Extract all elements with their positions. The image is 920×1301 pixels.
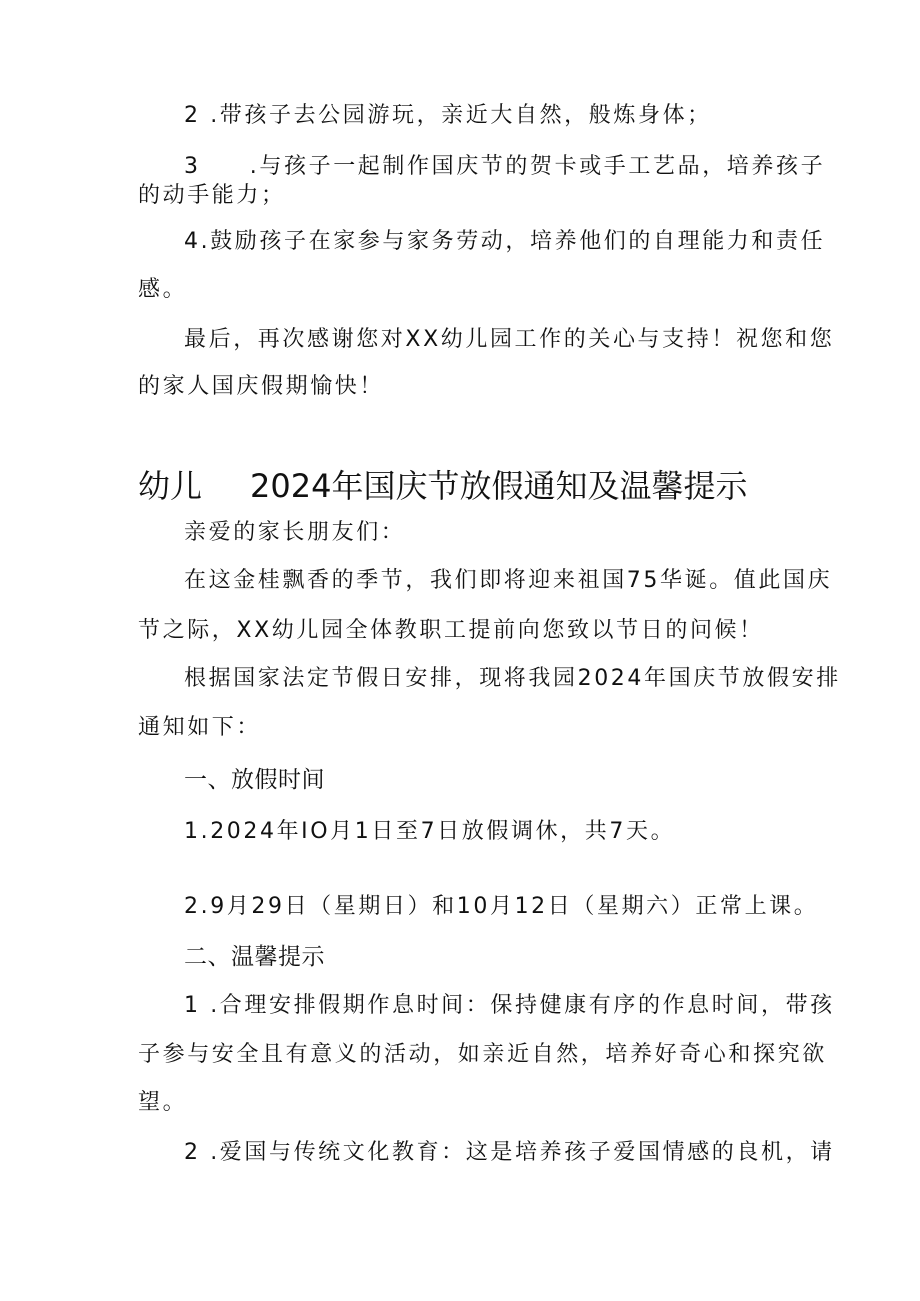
tip-1-line-1: 1 .合理安排假期作息时间：保持健康有序的作息时间，带孩 — [184, 993, 835, 1018]
intro-line-2: 节之际，XX幼儿园全体教职工提前向您致以节日的问候！ — [138, 618, 764, 643]
list-item-3-line-1: 3 .与孩子一起制作国庆节的贺卡或手工艺品，培养孩子 — [184, 154, 826, 179]
greeting: 亲爱的家长朋友们： — [184, 520, 406, 545]
holiday-item-1: 1.2024年IO月1日至7日放假调休，共7天。 — [184, 819, 676, 844]
list-item-4-line-1: 4.鼓励孩子在家参与家务劳动，培养他们的自理能力和责任 — [184, 229, 826, 254]
tip-1-line-3: 望。 — [138, 1090, 188, 1115]
closing-line-2: 的家人国庆假期愉快！ — [138, 374, 385, 399]
title-part-1: 幼儿 — [138, 467, 203, 505]
page-title — [138, 466, 747, 506]
section-2-heading: 二、温馨提示 — [184, 944, 325, 970]
closing-line-1: 最后，再次感谢您对XX幼儿园工作的关心与支持！祝您和您 — [184, 327, 835, 352]
list-item-3-line-2: 的动手能力； — [138, 183, 286, 208]
section-1-heading: 一、放假时间 — [184, 767, 325, 793]
tip-2-line-1: 2 .爱国与传统文化教育：这是培养孩子爱国情感的良机，请 — [184, 1140, 835, 1165]
arrangement-line-2: 通知如下： — [138, 715, 262, 740]
intro-line-1: 在这金桂飘香的季节，我们即将迎来祖国75华诞。值此国庆 — [184, 568, 833, 593]
title-part-2: 2024年国庆节放假通知及温馨提示 — [250, 467, 748, 505]
list-item-2: 2 .带孩子去公园游玩，亲近大自然，般炼身体； — [184, 103, 712, 128]
holiday-item-2: 2.9月29日（星期日）和10月12日（星期六）正常上课。 — [184, 894, 819, 919]
list-item-4-line-2: 感。 — [138, 277, 188, 302]
arrangement-line-1: 根据国家法定节假日安排，现将我园2024年国庆节放假安排 — [184, 666, 841, 691]
tip-1-line-2: 子参与安全且有意义的活动，如亲近自然，培养好奇心和探究欲 — [138, 1042, 827, 1067]
